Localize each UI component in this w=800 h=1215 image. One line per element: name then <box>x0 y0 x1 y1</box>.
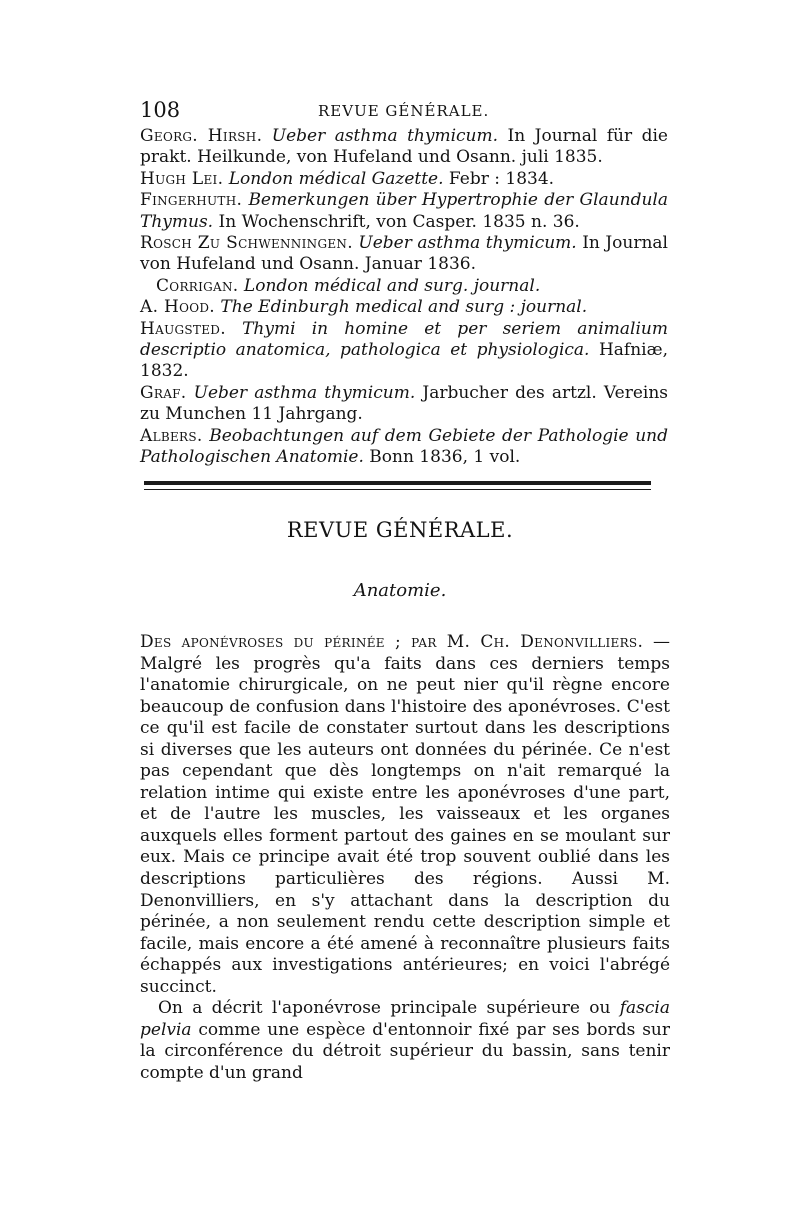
reference-author: Georg. Hirsh. <box>140 126 263 146</box>
double-rule-thin <box>144 489 651 490</box>
reference-details: Hafniæ, 1832. <box>140 340 668 382</box>
reference-details: Jarbucher des artzl. Vereins zu Munchen 11 Jahrgang. <box>140 382 668 425</box>
reference-author: Haugsted. <box>140 318 226 339</box>
bibliography-list <box>140 126 668 469</box>
bibliography-entry <box>140 383 668 426</box>
reference-author: Hugh Lei. <box>140 168 224 189</box>
bibliography-entry <box>140 169 668 190</box>
reference-title: Thymi in homine et per seriem animalium descriptio anatomica, pathologica et physiologica. <box>140 318 668 361</box>
reference-title: Ueber asthma thymicum. <box>271 126 499 146</box>
section-subtitle: Anatomie. <box>353 580 447 601</box>
reference-details: Febr : 1834. <box>448 168 555 189</box>
reference-details: In Journal für die prakt. Heilkunde, von Hufeland und Osann. juli 1835. <box>140 126 668 168</box>
bibliography-entry <box>140 319 668 383</box>
page-number: 108 <box>140 98 181 122</box>
reference-author: Fingerhuth. <box>140 190 243 211</box>
reference-author: Corrigan. <box>156 275 239 296</box>
bibliography-entry <box>140 233 668 276</box>
reference-title: Beobachtungen auf dem Gebiete der Pathologie und Pathologischen Anatomie. <box>140 425 668 468</box>
reference-author: Albers. <box>140 425 203 446</box>
reference-title: London médical Gazette. <box>228 168 444 189</box>
article-body <box>140 632 670 1084</box>
reference-title: The Edinburgh medical and surg : journal. <box>220 297 588 318</box>
reference-details: In Wochenschrift, von Casper. 1835 n. 36. <box>218 211 580 232</box>
bibliography-entry <box>140 426 668 469</box>
reference-title: London médical and surg. journal. <box>243 275 541 296</box>
paragraph <box>140 998 670 1084</box>
reference-title: Bemerkungen über Hypertrophie der Glaundula Thymus. <box>140 190 668 232</box>
reference-author: Rosch Zu Schwenningen. <box>140 233 353 254</box>
bibliography-entry <box>140 126 668 169</box>
bibliography-entry <box>140 297 668 318</box>
paragraph-text: — Malgré les progrès qu'a faits dans ces derniers temps l'anatomie chirurgicale, on ne peut nier qu'il règne encore beaucoup de confusion dans l'histoire des aponévroses. C'est ce qu'il est facile de constater surtout dans les descriptions si diverses que les auteurs ont données du périnée. Ce n'est pas cependant que dès longtemps on n'ait remarqué la relation intime qui existe entre les aponévroses d'une part, et de l'autre les muscles, les vaisseaux et les organes auxquels elles forment partout des gaines en se moulant sur eux. Mais ce principe avait été trop souvent oublié dans les descriptions particulières des régions. Aussi M. Denonvilliers, en s'y attachant dans la description du périnée, a non seulement rendu cette description simple et facile, mais encore a été amené à reconnaître plusieurs faits échappés aux investigations antérieures; en voici l'abrégé succinct. <box>140 632 670 997</box>
section-title: REVUE GÉNÉRALE. <box>286 518 514 542</box>
reference-title: Ueber asthma thymicum. <box>193 382 416 403</box>
reference-author: Graf. <box>140 382 187 403</box>
reference-details: In Journal von Hufeland und Osann. Januar 1836. <box>140 233 668 275</box>
paragraph-text: On a décrit l'aponévrose principale supérieure ou <box>158 998 620 1019</box>
bibliography-entry <box>140 276 668 297</box>
paragraph <box>140 632 670 998</box>
running-title: REVUE GÉNÉRALE. <box>318 102 490 120</box>
reference-author: A. Hood. <box>140 297 216 318</box>
italic-term: fascia pelvia <box>140 998 670 1040</box>
bibliography-entry <box>140 190 668 233</box>
paragraph-text: comme une espèce d'entonnoir fixé par ses bords sur la circonférence du détroit supérieur du bassin, sans tenir compte d'un grand <box>140 1019 670 1083</box>
running-header <box>140 98 670 122</box>
article-heading: Des aponévroses du périnée ; par M. Ch. Denonvilliers. <box>140 632 644 652</box>
reference-title: Ueber asthma thymicum. <box>358 233 577 254</box>
double-rule-thick <box>144 481 651 485</box>
reference-details: Bonn 1836, 1 vol. <box>369 447 521 468</box>
